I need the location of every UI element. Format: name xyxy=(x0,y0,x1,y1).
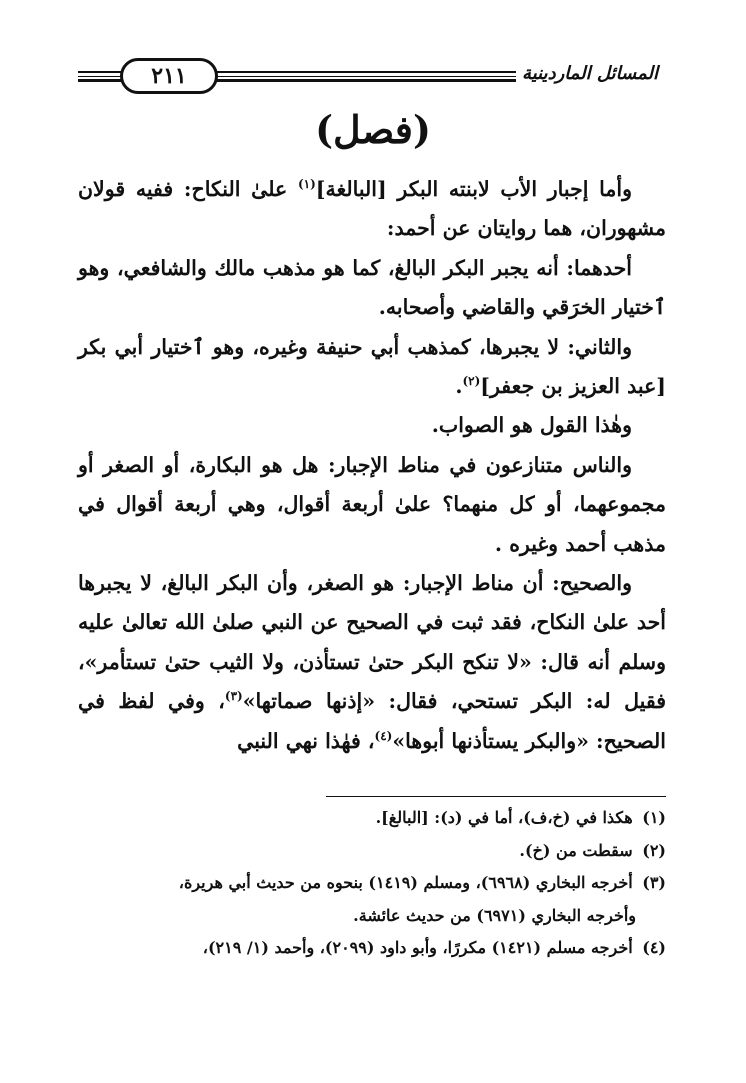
footnote xyxy=(78,835,666,868)
text-run: ، فهٰذا نهي النبي xyxy=(237,728,375,753)
text-run: ، وفي لفظ في الصحيح: «والبكر يستأذنها أبوها» xyxy=(78,689,666,753)
footnote xyxy=(78,867,666,932)
paragraph: والناس متنازعون في مناط الإجبار: هل هو البكارة، أو الصغر أو مجموعهما، أو كل منهما؟ علىٰ أربعة أقوال، وهي أربعة أقوال في مذهب أحمد وغيره . xyxy=(78,452,666,556)
paragraph xyxy=(78,328,666,407)
footnote-separator xyxy=(326,796,666,797)
footnote-text: أخرجه البخاري (٦٩٦٨)، ومسلم (١٤١٩) بنحوه من حديث أبي هريرة، xyxy=(178,873,633,892)
footnote-number: (٢) xyxy=(642,840,666,860)
footnote-ref: (٣) xyxy=(224,689,243,704)
text-run: والثاني: لا يجبرها، كمذهب أبي حنيفة وغيره، وهو ٱختيار أبي بكر [عبد العزيز بن جعفر] xyxy=(78,334,666,399)
running-title: المسائل الماردينية xyxy=(516,54,664,94)
footnote-ref: (٢) xyxy=(462,374,481,389)
main-text xyxy=(78,170,666,761)
footnote-text: أخرجه مسلم (١٤٢١) مكررًا، وأبو داود (٢٠٩٩)، وأحمد (١/ ٢١٩)، xyxy=(202,938,633,957)
footnote-number: (١) xyxy=(642,808,666,827)
footnote-text: هكذا في (خ،ف)، أما في (د): [البالغ]. xyxy=(375,808,633,827)
footnote-text: سقطت من (خ). xyxy=(519,840,633,860)
footnote-text-continued: وأخرجه البخاري (٦٩٧١) من حديث عائشة. xyxy=(353,905,636,925)
text-run: وأما إجبار الأب لابنته البكر [البالغة] xyxy=(315,177,632,201)
footnote xyxy=(78,802,666,835)
text-run: والصحيح: أن مناط الإجبار: هو الصغر، وأن البكر البالغ، لا يجبرها أحد علىٰ النكاح، فقد ثبت في الصحيح عن النبي صلىٰ الله تعالىٰ عليه وسلم أنه قال: «لا تنكح البكر حتىٰ تستأذن، ولا الثيب حتىٰ تستأمر»، فقيل له: البكر تستحي، فقال: «إذنها صماتها» xyxy=(78,571,666,714)
text-run: علىٰ النكاح: ففيه قولان مشهوران، هما روايتان عن أحمد: xyxy=(78,177,666,241)
footnote-number: (٤) xyxy=(642,938,666,957)
section-heading: (فصل) xyxy=(315,107,431,152)
footnote-number: (٣) xyxy=(642,873,666,892)
footnote-ref: (١) xyxy=(297,177,316,192)
paragraph xyxy=(78,564,666,761)
footnote-ref: (٤) xyxy=(374,728,393,743)
footnotes xyxy=(78,802,666,965)
page-header xyxy=(78,54,664,94)
footnote xyxy=(78,932,666,965)
paragraph: أحدهما: أنه يجبر البكر البالغ، كما هو مذهب مالك والشافعي، وهو ٱختيار الخرَقي والقاضي وأصحابه. xyxy=(78,255,666,320)
page-number: ٢١١ xyxy=(120,58,218,94)
paragraph: وهٰذا القول هو الصواب. xyxy=(431,413,632,438)
paragraph xyxy=(78,170,666,249)
text-run: . xyxy=(455,374,463,399)
